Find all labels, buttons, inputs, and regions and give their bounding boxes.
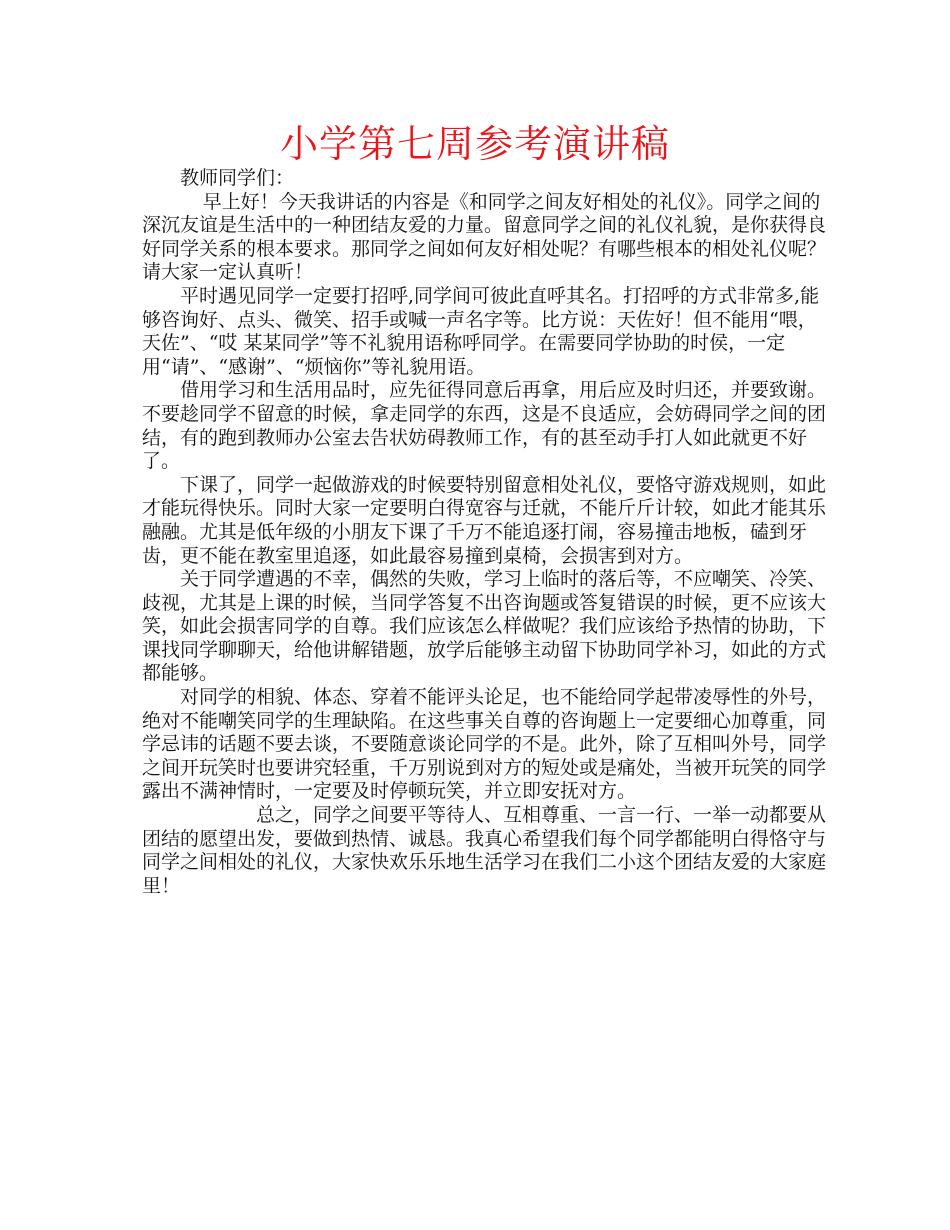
document-title: 小学第七周参考演讲稿 — [279, 122, 670, 166]
paragraph: 关于同学遭遇的不幸，偶然的失败，学习上临时的落后等，不应嘲笑、冷笑、歧视，尤其是上课的时候，当同学答复不出咨询题或答复错误的时候，更不应该大笑，如此会损害同学的自尊。我们应该怎么样做呢？我们应该给予热情的协助，下课找同学聊聊天，给他讲解错题，放学后能够主动留下协助同学补习，如此的方式都能够。 — [142, 568, 827, 685]
greeting: 教师同学们： — [180, 167, 295, 189]
paragraph: 总之，同学之间要平等待人、互相尊重、一言一行、一举一动都要从团结的愿望出发，要做到热情、诚恳。我真心希望我们每个同学都能明白得恪守与同学之间相处的礼仪，大家快欢乐乐地生活学习在我们二小这个团结友爱的大家庭里！ — [142, 804, 827, 897]
paragraph: 平时遇见同学一定要打招呼,同学间可彼此直呼其名。打招呼的方式非常多,能够咨询好、点头、微笑、招手或喊一声名字等。比方说：天佐好！但不能用“喂，天佐”、“哎 某某同学”等不礼貌用语称呼同学。在需要同学协助的时侯，一定用“请”、“感谢”、“烦恼你”等礼貌用语。 — [142, 284, 820, 378]
paragraph: 借用学习和生活用品时，应先征得同意后再拿，用后应及时归还，并要致谢。不要趁同学不留意的时候，拿走同学的东西，这是不良适应，会妨碍同学之间的团结，有的跑到教师办公室去告状妨碍教师工作，有的甚至动手打人如此就更不好了。 — [142, 379, 827, 473]
paragraph: 下课了，同学一起做游戏的时候要特别留意相处礼仪，要恪守游戏规则，如此才能玩得快乐。同时大家一定要明白得宽容与迁就，不能斤斤计较，如此才能其乐融融。尤其是低年级的小朋友下课了千万不能追逐打闹，容易撞击地板，磕到牙齿，更不能在教室里追逐，如此最容易撞到桌椅，会损害到对方。 — [142, 473, 827, 567]
paragraph: 早上好！今天我讲话的内容是《和同学之间友好相处的礼仪》。同学之间的深沉友谊是生活中的一种团结友爱的力量。留意同学之间的礼仪礼貌，是你获得良好同学关系的根本要求。那同学之间如何友好相处呢？有哪些根本的相处礼仪呢？请大家一定认真听！ — [142, 190, 827, 284]
document-body — [142, 167, 832, 898]
paragraph: 对同学的相貌、体态、穿着不能评头论足，也不能给同学起带凌辱性的外号，绝对不能嘲笑同学的生理缺陷。在这些事关自尊的咨询题上一定要细心加尊重，同学忌讳的话题不要去谈，不要随意谈论同学的不是。此外，除了互相叫外号，同学之间开玩笑时也要讲究轻重，千万别说到对方的短处或是痛处，当被开玩笑的同学露出不满神情时，一定要及时停顿玩笑，并立即安抚对方。 — [142, 686, 827, 803]
